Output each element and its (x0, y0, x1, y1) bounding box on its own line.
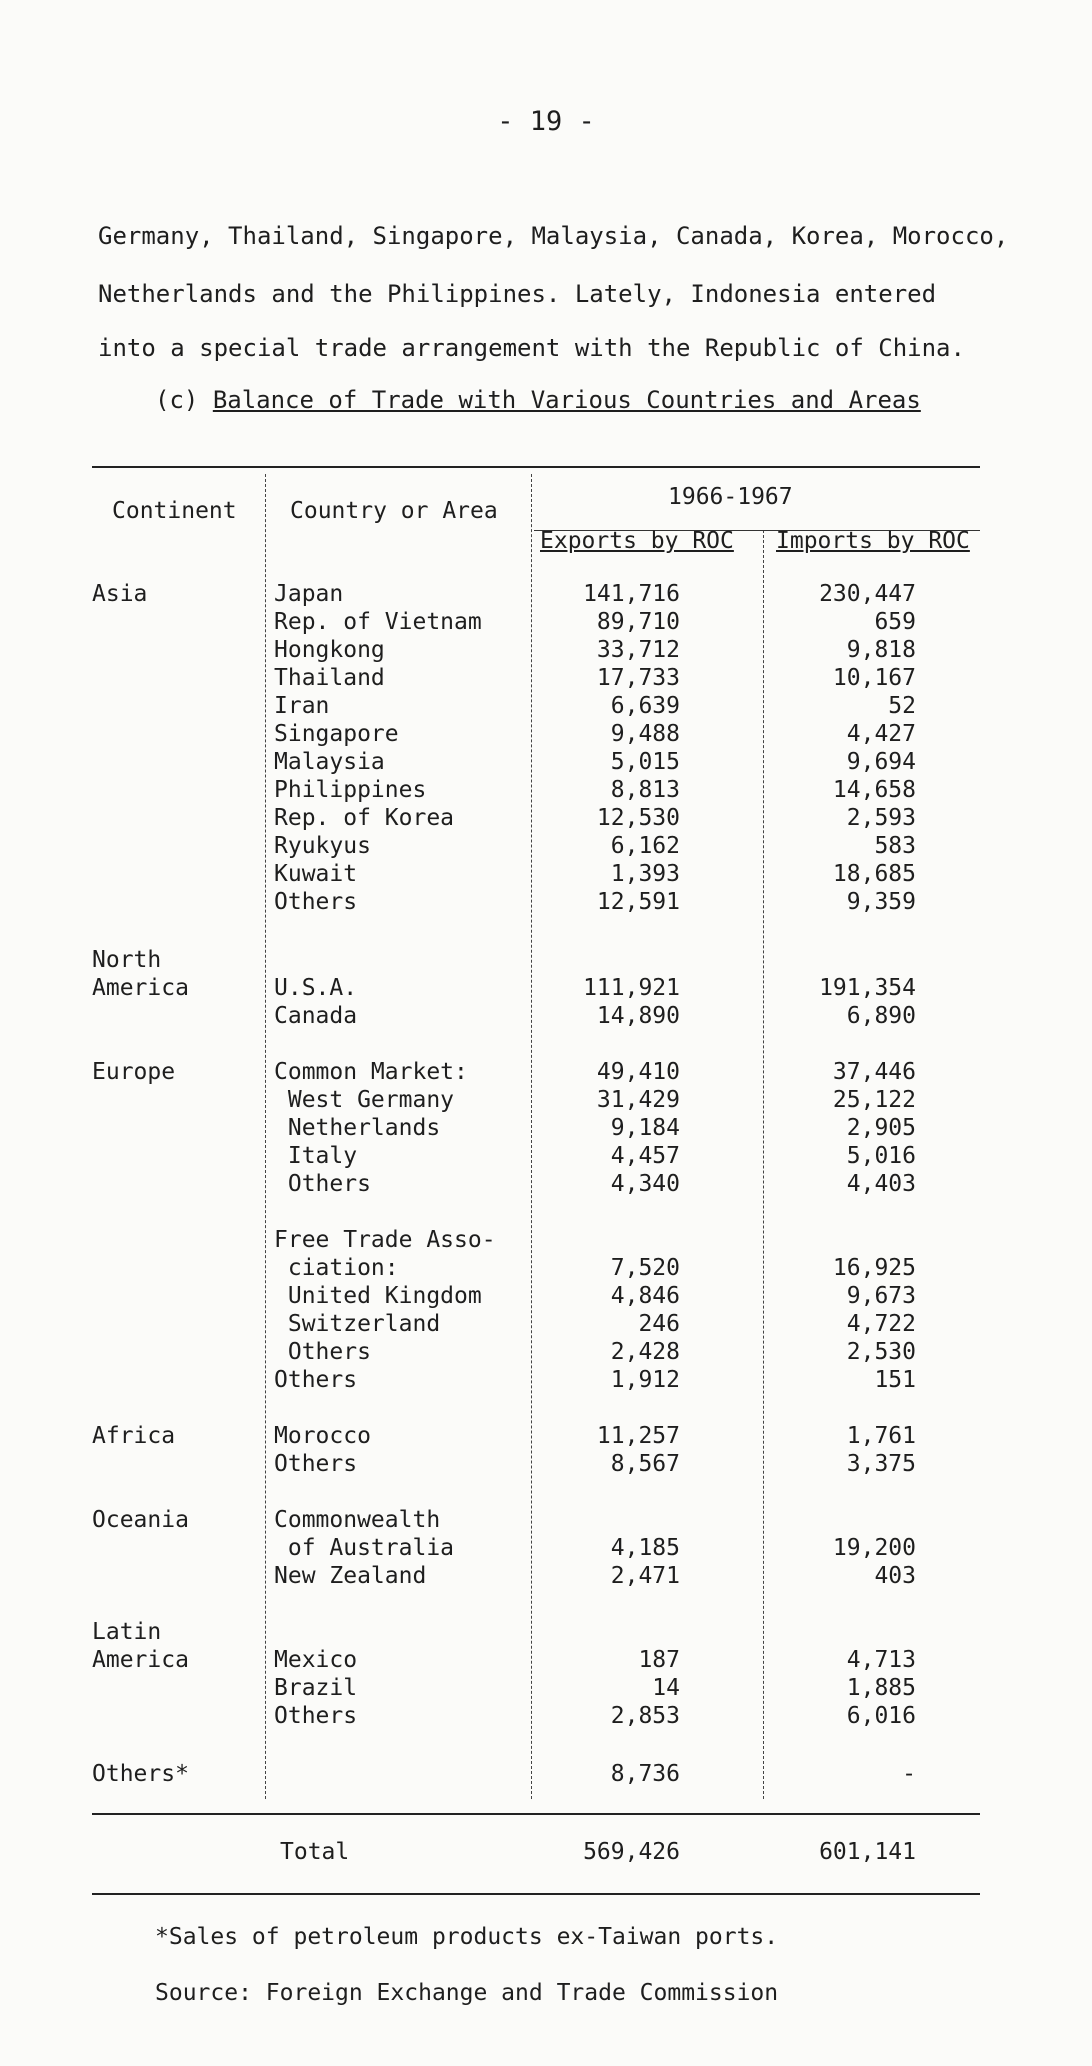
cell-exports: 17,733 (596, 665, 680, 691)
header-continent: Continent (112, 498, 237, 524)
cell-country: Philippines (274, 777, 427, 803)
cell-exports: 4,340 (610, 1171, 680, 1197)
cell-country: Ryukyus (274, 833, 371, 859)
table-total-rule (92, 1813, 980, 1815)
cell-imports: 16,925 (832, 1255, 916, 1281)
cell-country: Netherlands (274, 1115, 441, 1141)
cell-continent: Europe (92, 1059, 176, 1085)
cell-imports: 5,016 (846, 1143, 916, 1169)
cell-country: Hongkong (274, 637, 385, 663)
cell-country: ciation: (274, 1255, 399, 1281)
cell-country: Thailand (274, 665, 385, 691)
cell-imports: 1,885 (846, 1675, 916, 1701)
cell-country: Japan (274, 581, 344, 607)
cell-exports: 12,530 (596, 805, 680, 831)
paragraph-line-1: Germany, Thailand, Singapore, Malaysia, Canada, Korea, Morocco, (98, 222, 1009, 250)
cell-exports: 8,567 (610, 1451, 680, 1477)
cell-continent: Others* (92, 1761, 189, 1787)
cell-exports: 2,853 (610, 1703, 680, 1729)
cell-imports: - (902, 1761, 916, 1787)
cell-country: New Zealand (274, 1563, 427, 1589)
cell-country: West Germany (274, 1087, 455, 1113)
column-separator-1 (265, 474, 266, 1799)
cell-imports: 14,658 (832, 777, 916, 803)
header-country: Country or Area (290, 498, 498, 524)
column-separator-3 (763, 530, 764, 1799)
cell-imports: 1,761 (846, 1423, 916, 1449)
cell-country: Commonwealth (274, 1507, 441, 1533)
cell-country: Italy (274, 1143, 358, 1169)
cell-exports: 89,710 (596, 609, 680, 635)
cell-exports: 1,393 (610, 861, 680, 887)
cell-imports: 18,685 (832, 861, 916, 887)
cell-country: Malaysia (274, 749, 385, 775)
cell-imports: 2,530 (846, 1339, 916, 1365)
cell-exports: 4,846 (610, 1283, 680, 1309)
cell-country: Canada (274, 1003, 358, 1029)
column-separator-2 (531, 474, 532, 1799)
cell-exports: 31,429 (596, 1087, 680, 1113)
cell-imports: 9,818 (846, 637, 916, 663)
header-period: 1966-1967 (668, 484, 793, 510)
cell-country: Others (274, 889, 358, 915)
page-number: - 19 - (497, 106, 595, 137)
cell-country: Others (274, 1339, 371, 1365)
cell-exports: 6,639 (610, 693, 680, 719)
total-label: Total (280, 1839, 350, 1865)
cell-imports: 230,447 (819, 581, 916, 607)
cell-country: Others (274, 1451, 358, 1477)
cell-imports: 6,890 (846, 1003, 916, 1029)
cell-exports: 2,428 (610, 1339, 680, 1365)
cell-imports: 659 (874, 609, 916, 635)
cell-exports: 7,520 (610, 1255, 680, 1281)
cell-exports: 4,185 (610, 1535, 680, 1561)
cell-exports: 8,736 (610, 1761, 680, 1787)
paragraph-line-2: Netherlands and the Philippines. Lately, Indonesia entered (98, 280, 937, 308)
cell-exports: 2,471 (610, 1563, 680, 1589)
cell-exports: 14 (652, 1675, 680, 1701)
cell-continent: America (92, 1647, 189, 1673)
cell-imports: 583 (874, 833, 916, 859)
cell-imports: 151 (874, 1367, 916, 1393)
cell-country: Rep. of Korea (274, 805, 455, 831)
footnote: *Sales of petroleum products ex-Taiwan ports. (155, 1924, 779, 1950)
cell-exports: 246 (638, 1311, 680, 1337)
cell-country: Brazil (274, 1675, 358, 1701)
cell-country: United Kingdom (274, 1283, 482, 1309)
cell-exports: 8,813 (610, 777, 680, 803)
cell-continent: Africa (92, 1423, 176, 1449)
paragraph-line-3: into a special trade arrangement with the Republic of China. (98, 334, 965, 362)
cell-continent: America (92, 975, 189, 1001)
cell-imports: 3,375 (846, 1451, 916, 1477)
cell-exports: 9,184 (610, 1115, 680, 1141)
cell-exports: 33,712 (596, 637, 680, 663)
cell-country: of Australia (274, 1535, 455, 1561)
cell-imports: 403 (874, 1563, 916, 1589)
cell-country: Free Trade Asso- (274, 1227, 496, 1253)
cell-imports: 2,905 (846, 1115, 916, 1141)
cell-imports: 9,694 (846, 749, 916, 775)
cell-continent: Asia (92, 581, 148, 607)
cell-country: U.S.A. (274, 975, 358, 1001)
header-exports: Exports by ROC (540, 528, 734, 554)
table-top-rule (92, 466, 980, 468)
cell-imports: 25,122 (832, 1087, 916, 1113)
cell-exports: 111,921 (583, 975, 680, 1001)
cell-exports: 4,457 (610, 1143, 680, 1169)
cell-imports: 191,354 (819, 975, 916, 1001)
header-imports: Imports by ROC (776, 528, 970, 554)
cell-imports: 52 (888, 693, 916, 719)
cell-country: Mexico (274, 1647, 358, 1673)
cell-country: Common Market: (274, 1059, 468, 1085)
section-label: (c) (155, 386, 199, 414)
cell-imports: 4,722 (846, 1311, 916, 1337)
total-exports: 569,426 (583, 1839, 680, 1865)
cell-country: Kuwait (274, 861, 358, 887)
cell-imports: 4,713 (846, 1647, 916, 1673)
cell-continent: Oceania (92, 1507, 189, 1533)
cell-continent: North (92, 947, 162, 973)
cell-imports: 19,200 (832, 1535, 916, 1561)
cell-imports: 2,593 (846, 805, 916, 831)
total-imports: 601,141 (819, 1839, 916, 1865)
source-line: Source: Foreign Exchange and Trade Commission (155, 1980, 779, 2006)
cell-exports: 14,890 (596, 1003, 680, 1029)
cell-imports: 10,167 (832, 665, 916, 691)
section-heading (155, 386, 921, 414)
cell-country: Others (274, 1367, 358, 1393)
cell-imports: 37,446 (832, 1059, 916, 1085)
cell-imports: 9,359 (846, 889, 916, 915)
cell-exports: 6,162 (610, 833, 680, 859)
cell-exports: 187 (638, 1647, 680, 1673)
cell-country: Morocco (274, 1423, 371, 1449)
cell-country: Others (274, 1171, 371, 1197)
cell-imports: 9,673 (846, 1283, 916, 1309)
cell-country: Iran (274, 693, 330, 719)
cell-exports: 141,716 (583, 581, 680, 607)
cell-exports: 49,410 (596, 1059, 680, 1085)
cell-country: Singapore (274, 721, 399, 747)
cell-exports: 12,591 (596, 889, 680, 915)
table-bottom-rule (92, 1893, 980, 1895)
cell-imports: 4,427 (846, 721, 916, 747)
cell-country: Others (274, 1703, 358, 1729)
cell-exports: 5,015 (610, 749, 680, 775)
cell-continent: Latin (92, 1619, 162, 1645)
section-title: Balance of Trade with Various Countries and Areas (212, 386, 921, 414)
cell-imports: 4,403 (846, 1171, 916, 1197)
cell-exports: 11,257 (596, 1423, 680, 1449)
cell-exports: 9,488 (610, 721, 680, 747)
cell-country: Rep. of Vietnam (274, 609, 482, 635)
cell-country: Switzerland (274, 1311, 441, 1337)
cell-exports: 1,912 (610, 1367, 680, 1393)
cell-imports: 6,016 (846, 1703, 916, 1729)
